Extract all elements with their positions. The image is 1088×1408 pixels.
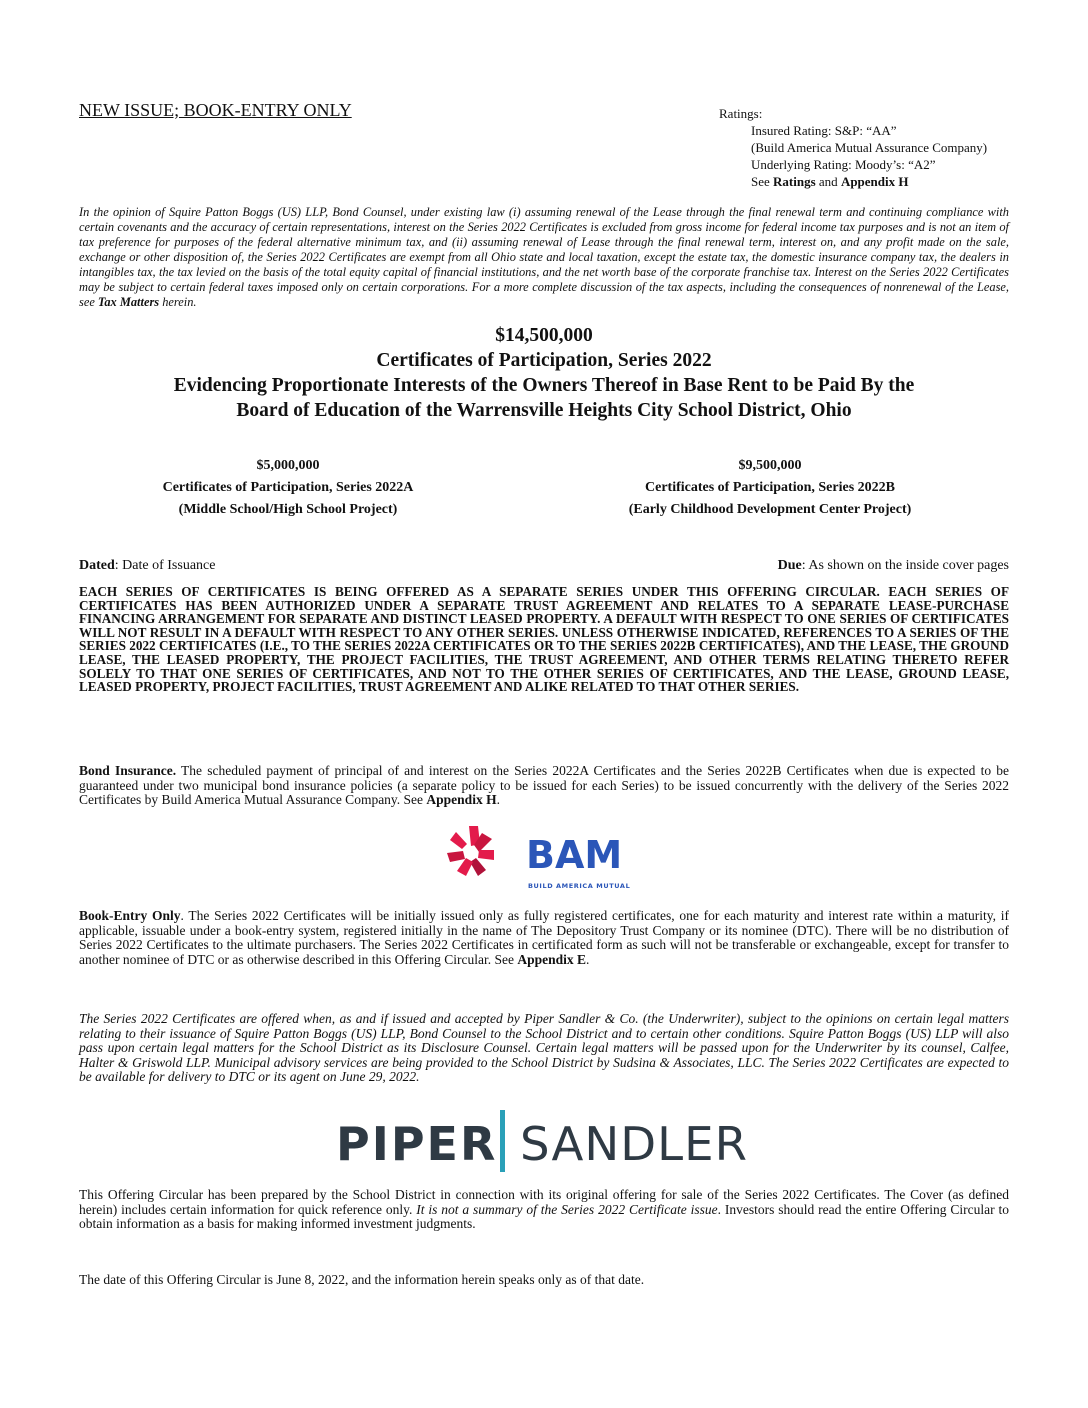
tax-opinion-paragraph <box>79 205 1009 310</box>
issue-type-heading: NEW ISSUE; BOOK-ENTRY ONLY <box>79 100 352 120</box>
book-entry-text: . The Series 2022 Certificates will be initially issued only as fully registered certificates, one for each maturity and interest rate within a maturity, if applicable, issuable under a book-entry system, registered initially in the name of The Depository Trust Company or its nominee (DTC). There will be no distribution of Series 2022 Certificates to the ultimate purchasers. The Series 2022 Certificates in certificated form as such will not be transferable or exchangeable, except for transfer to another nominee of DTC or as otherwise described in this Offering Circular. See <box>79 908 1009 967</box>
tax-opinion-text: In the opinion of Squire Patton Boggs (US) LLP, Bond Counsel, under existing law (i) assuming renewal of the Lease through the final renewal term and continuing compliance with certain covenants and the accuracy of certain representations, interest on the Series 2022 Certificates is excluded from gross income for federal income tax purposes and is not an item of tax preference for purposes of the federal alternative minimum tax, and (ii) assuming renewal of Lease through the final renewal term, interest on, and any profit made on the sale, exchange or other disposition of, the Series 2022 Certificates are exempt from all Ohio state and local taxation, except the estate tax, the domestic insurance company tax, the dealers in intangibles tax, the tax levied on the basis of the total equity capital of financial institutions, and the net worth base of the corporate franchise tax. Interest on the Series 2022 Certificates may be subject to certain federal taxes imposed only on certain corporations. For a more complete discussion of the tax aspects, including the consequences of nonrenewal of the Lease, see <box>79 205 1009 309</box>
series-amount: $5,000,000 <box>256 458 320 473</box>
book-entry-heading: Book-Entry Only <box>79 908 181 923</box>
book-entry-ref: Appendix E <box>517 951 587 967</box>
ratings-ref-ratings: Ratings <box>773 174 816 189</box>
due-line <box>778 558 1009 574</box>
dated-value: : Date of Issuance <box>114 558 216 573</box>
total-amount: $14,500,000 <box>495 325 593 346</box>
piper-sandler-logo <box>336 1108 756 1176</box>
series-name: Certificates of Participation, Series 2022A <box>162 480 414 495</box>
series-2022a-block <box>78 455 498 521</box>
ratings-block <box>719 105 987 190</box>
ratings-see: See <box>751 174 774 189</box>
ratings-and: and <box>815 174 841 189</box>
title-block <box>79 323 1009 423</box>
ratings-label: Ratings: <box>719 106 763 121</box>
series-2022b-block <box>560 455 980 521</box>
prepared-suffix: . Investors should read the entire Offering Circular to obtain information as a basis for making informed investment judgments. <box>79 1201 1009 1231</box>
title-line-2: Evidencing Proportionate Interests of the Owners Thereof in Base Rent to be Paid By the <box>173 375 915 396</box>
logo-divider-bar <box>500 1110 505 1172</box>
dated-label: Dated <box>79 558 115 573</box>
title-line-1: Certificates of Participation, Series 2022 <box>376 350 712 371</box>
book-entry-paragraph <box>79 909 1009 967</box>
sandler-wordmark: SANDLER <box>520 1117 748 1171</box>
series-project: (Early Childhood Development Center Project) <box>628 502 912 517</box>
ratings-reference <box>719 173 987 190</box>
bam-tagline: BUILD AMERICA MUTUAL <box>528 882 631 890</box>
due-value: : As shown on the inside cover pages <box>801 558 1009 573</box>
tax-matters-ref: Tax Matters <box>97 295 160 309</box>
bond-insurance-ref: Appendix H <box>426 792 497 807</box>
ratings-ref-appendix: Appendix H <box>840 174 909 189</box>
bond-insurance-suffix: . <box>496 792 500 807</box>
bam-logo <box>440 818 640 894</box>
insured-rating: Insured Rating: S&P: “AA” <box>751 123 897 138</box>
tax-opinion-suffix: herein. <box>159 295 197 309</box>
bam-wordmark: BAM <box>526 833 623 877</box>
offering-terms-paragraph: The Series 2022 Certificates are offered when, as and if issued and accepted by Piper Sandler & Co. (the Underwriter), subject to the opinions on certain legal matters relating to their issuance of Squire Patton Boggs (US) LLP, Bond Counsel to the School District and to certain other conditions. Squire Patton Boggs (US) LLP will also pass upon certain legal matters for the School District as its Disclosure Counsel. Certain legal matters will be passed upon for the Underwriter by its counsel, Calfee, Halter & Griswold LLP. Municipal advisory services are being provided to the School District by Sudsina & Associates, LLC. The Series 2022 Certificates are expected to be available for delivery to DTC or its agent on June 29, 2022. <box>79 1011 1009 1084</box>
circular-date-line: The date of this Offering Circular is June 8, 2022, and the information herein speaks only as of that date. <box>79 1272 645 1287</box>
bond-insurance-paragraph <box>79 764 1009 808</box>
separate-series-notice: EACH SERIES OF CERTIFICATES IS BEING OFFERED AS A SEPARATE SERIES UNDER THIS OFFERING CIRCULAR. EACH SERIES OF CERTIFICATES HAS BEEN AUTHORIZED UNDER A SEPARATE TRUST AGREEMENT AND RELATES TO A SEPARATE LEASE-PURCHASE FINANCING ARRANGEMENT FOR SEPARATE AND DISTINCT LEASED PROPERTY. A DEFAULT WITH RESPECT TO ONE SERIES OF CERTIFICATES WILL NOT RESULT IN A DEFAULT WITH RESPECT TO ANY OTHER SERIES. UNLESS OTHERWISE INDICATED, REFERENCES TO A SERIES OF THE SERIES 2022 CERTIFICATES (I.E., TO THE SERIES 2022A CERTIFICATES OR TO THE SERIES 2022B CERTIFICATES), AND THE LEASE, THE GROUND LEASE, THE LEASED PROPERTY, THE PROJECT FACILITIES, THE TRUST AGREEMENT, AND OTHER TERMS RELATING THERETO REFER SOLELY TO THAT ONE SERIES OF CERTIFICATES, AND NOT TO THE OTHER SERIES OF CERTIFICATES, AND THE LEASE, GROUND LEASE, LEASED PROPERTY, PROJECT FACILITIES, TRUST AGREEMENT AND ALIKE RELATED TO THAT OTHER SERIES. <box>79 584 1009 695</box>
title-line-3: Board of Education of the Warrensville Heights City School District, Ohio <box>236 400 852 421</box>
dated-line <box>79 558 215 574</box>
bam-star-icon <box>447 826 494 876</box>
prepared-text: This Offering Circular has been prepared by the School District in connection with its original offering for sale of the Series 2022 Certificates. The Cover (as defined herein) includes certain information for quick reference only. <box>79 1187 1009 1217</box>
series-amount: $9,500,000 <box>738 458 802 473</box>
book-entry-suffix: . <box>586 951 590 967</box>
series-name: Certificates of Participation, Series 2022B <box>645 480 895 495</box>
bond-insurance-text: The scheduled payment of principal of and interest on the Series 2022A Certificates and the Series 2022B Certificates when due is expected to be guaranteed under two municipal bond insurance policies (a separate policy to be issued for each Series) to be issued concurrently with the delivery of the Series 2022 Certificates by Build America Mutual Assurance Company. See <box>79 763 1009 807</box>
due-label: Due <box>777 558 802 573</box>
bond-insurance-heading: Bond Insurance. <box>79 763 177 778</box>
piper-wordmark: PIPER <box>336 1117 498 1171</box>
prepared-italic: It is not a summary of the Series 2022 Certificate issue <box>416 1201 718 1217</box>
series-project: (Middle School/High School Project) <box>178 502 398 517</box>
prepared-paragraph <box>79 1188 1009 1232</box>
underlying-rating: Underlying Rating: Moody’s: “A2” <box>751 157 936 172</box>
insurer-name: (Build America Mutual Assurance Company) <box>751 140 988 155</box>
